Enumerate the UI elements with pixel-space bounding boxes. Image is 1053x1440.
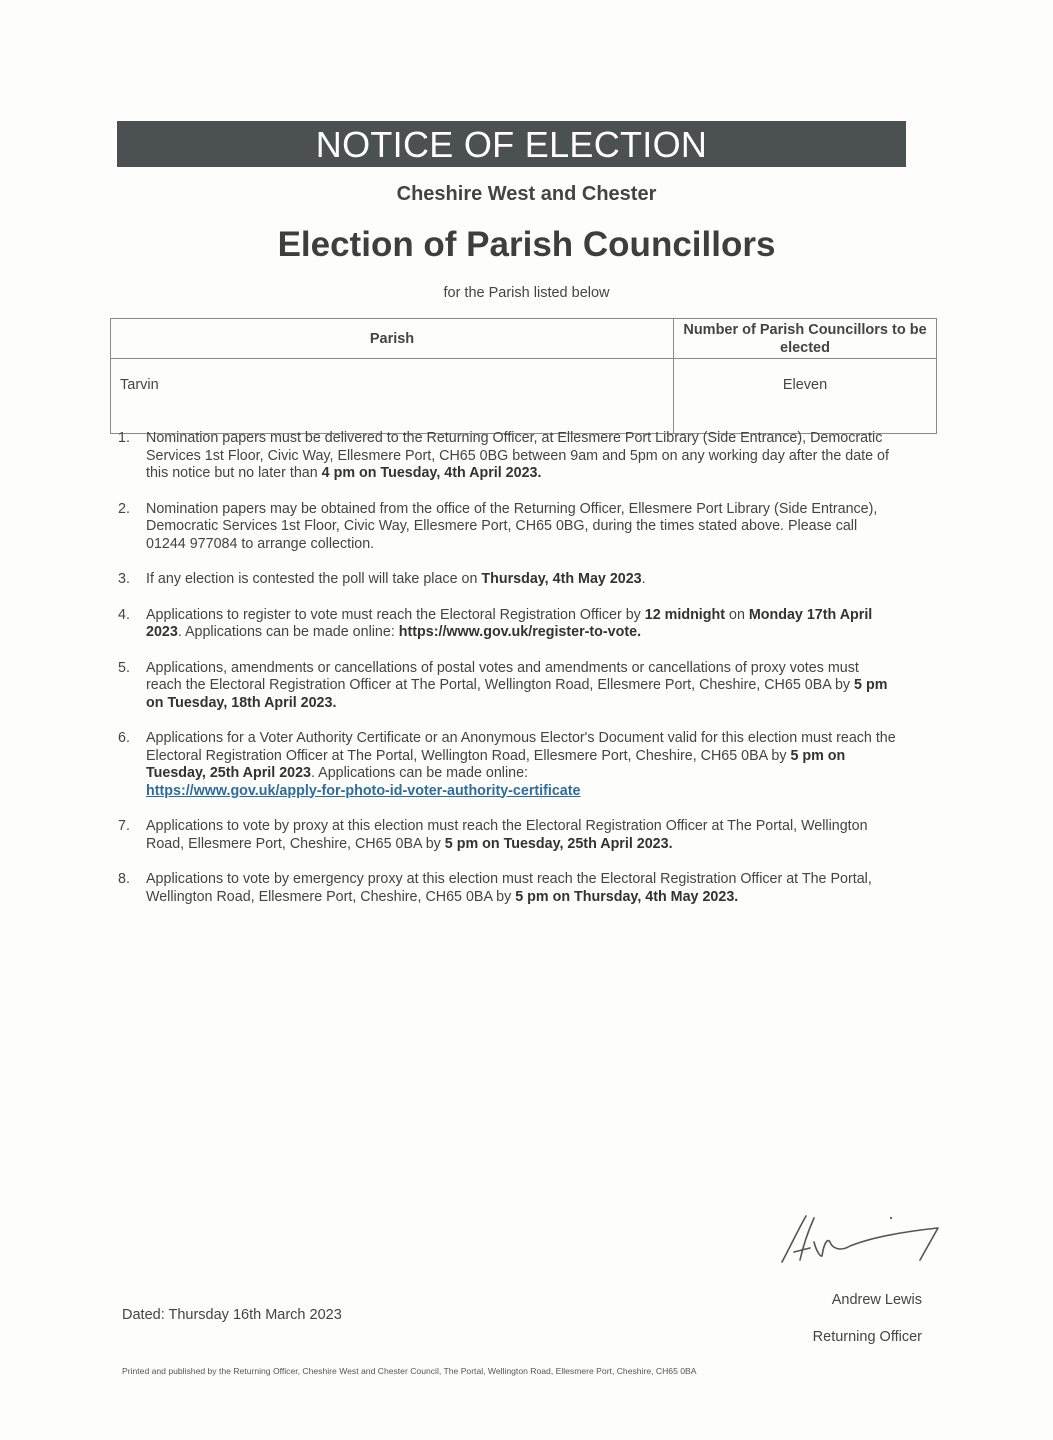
list-item: 4. Applications to register to vote must reach the Electoral Registration Officer by 12 midnight on Monday 17th April 2023. Applications can be made online: https://www.gov.uk/register-to-vote. xyxy=(118,606,873,640)
councillor-count: Eleven xyxy=(674,359,937,434)
table-row xyxy=(111,359,937,434)
list-item: 3. If any election is contested the poll will take place on Thursday, 4th May 2023. xyxy=(118,571,646,587)
list-item: 2. Nomination papers may be obtained from the office of the Returning Officer, Ellesmere Port Library (Side Entrance), Democratic Services 1st Floor, Civic Way, Ellesmere Port, CH65 0BG, during the times stated above. Please call 01244 977084 to arrange collection. xyxy=(118,500,878,552)
notice-title: NOTICE OF ELECTION xyxy=(315,124,708,165)
council-name: Cheshire West and Chester xyxy=(396,183,657,205)
officer-name: Andrew Lewis xyxy=(831,1292,922,1308)
register-to-vote-url: https://www.gov.uk/register-to-vote xyxy=(398,624,638,640)
notice-date: Dated: Thursday 16th March 2023 xyxy=(122,1307,342,1323)
imprint: Printed and published by the Returning Officer, Cheshire West and Chester Council, The Portal, Wellington Road, Ellesmere Port, Cheshire, CH65 0BA xyxy=(122,1366,697,1376)
parish-name: Tarvin xyxy=(111,359,674,434)
column-header-parish: Parish xyxy=(111,319,674,359)
voter-authority-certificate-link[interactable]: https://www.gov.uk/apply-for-photo-id-voter-authority-certificate xyxy=(146,782,581,799)
list-item: 6. Applications for a Voter Authority Certificate or an Anonymous Elector's Document valid for this election must reach the Electoral Registration Officer at The Portal, Wellington Road, Ellesmere Port, Cheshire, CH65 0BA by 5 pm on Tuesday, 25th April 2023. Applications can be made online: https://www.gov.uk/apply-for-photo-id-voter-authority-certificate xyxy=(118,730,896,799)
officer-title: Returning Officer xyxy=(812,1329,922,1345)
subheading: for the Parish listed below xyxy=(443,285,610,301)
notice-title-bar xyxy=(117,121,906,167)
table-header-row xyxy=(111,319,937,359)
list-item: 7. Applications to vote by proxy at this election must reach the Electoral Registration Officer at The Portal, Wellington Road, Ellesmere Port, Cheshire, CH65 0BA by 5 pm on Tuesday, 25th April 2023. xyxy=(118,818,868,852)
page-title: Election of Parish Councillors xyxy=(277,225,776,264)
parish-table xyxy=(110,318,937,434)
list-item: 5. Applications, amendments or cancellations of postal votes and amendments or cancellations of proxy votes must reach the Electoral Registration Officer at The Portal, Wellington Road, Ellesmere Port, Cheshire, CH65 0BA by 5 pm on Tuesday, 18th April 2023. xyxy=(118,659,888,711)
list-item: 1. Nomination papers must be delivered to the Returning Officer, at Ellesmere Port Library (Side Entrance), Democratic Services 1st Floor, Civic Way, Ellesmere Port, CH65 0BG between 9am and 5pm on any working day after the date of this notice but no later than 4 pm on Tuesday, 4th April 2023. xyxy=(118,430,889,481)
list-item: 8. Applications to vote by emergency proxy at this election must reach the Electoral Registration Officer at The Portal, Wellington Road, Ellesmere Port, Cheshire, CH65 0BA by 5 pm on Thursday, 4th May 2023. xyxy=(118,871,872,905)
notice-items xyxy=(118,430,898,924)
column-header-number: Number of Parish Councillors to be elected xyxy=(674,319,937,359)
signature-image xyxy=(770,1212,950,1272)
